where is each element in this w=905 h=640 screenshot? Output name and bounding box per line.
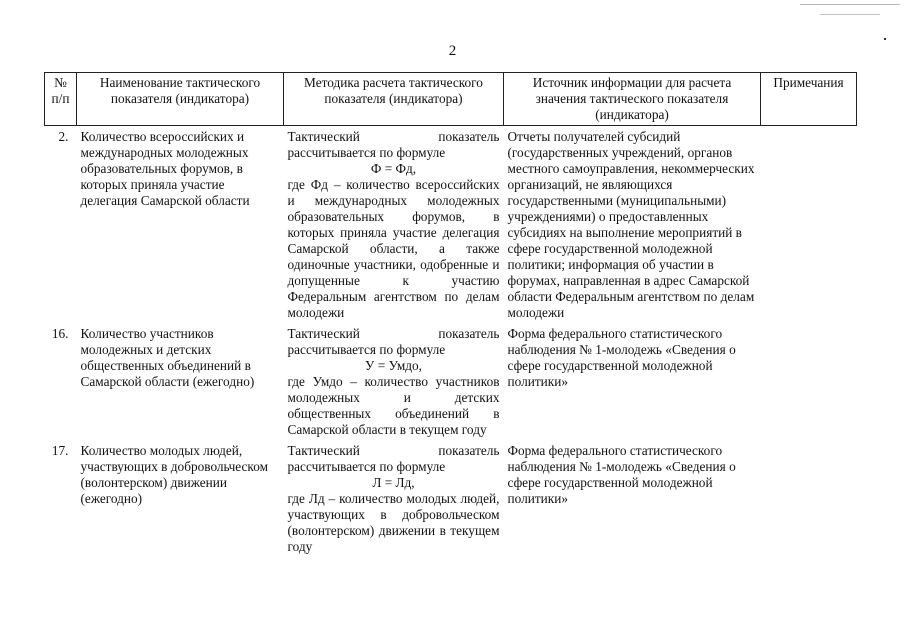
- row-source: Форма федерального статистического наблюдения № 1-молодежь «Сведения о сфере государственной молодежной политики»: [507, 443, 736, 506]
- header-method: Методика расчета тактического показателя (индикатора): [284, 73, 504, 126]
- row-method: [284, 323, 504, 440]
- table-row: [45, 126, 857, 324]
- method-detail: где Лд – количество молодых людей, участвующих в добровольческом (волонтерском) движении в текущем году: [287, 491, 500, 554]
- row-name: Количество молодых людей, участвующих в добровольческом (волонтерском) движении (ежегодно): [80, 443, 269, 506]
- scan-artifact: [800, 4, 900, 5]
- method-intro: Тактический показатель рассчитывается по формуле: [287, 129, 500, 160]
- scan-artifact: [884, 38, 886, 40]
- row-notes: [761, 323, 857, 440]
- row-notes: [761, 126, 857, 324]
- method-detail: где Фд – количество всероссийских и международных молодежных образовательных форумов, в которых приняла участие делегация Самарской области, а также одиночные участники, одобренные и допущенные к участию Федеральным агентством по делам молодежи: [287, 177, 500, 320]
- header-notes: Примечания: [761, 73, 857, 126]
- row-method: [284, 126, 504, 324]
- method-intro: Тактический показатель рассчитывается по формуле: [287, 443, 500, 474]
- method-formula: Ф = Фд,: [370, 161, 417, 176]
- method-intro: Тактический показатель рассчитывается по формуле: [287, 326, 500, 357]
- row-source: Отчеты получателей субсидий (государственных учреждений, органов местного самоуправления, некоммерческих организаций, не являющихся государственными (муниципальными) учреждениями) о предоставленных субсидиях на выполнение мероприятий в сфере государственной молодежной политики; информация об участии в форумах, направленная в адрес Самарской области Федеральным агентством по делам молодежи: [507, 129, 755, 320]
- table-header-row: [45, 73, 857, 126]
- header-name: Наименование тактического показателя (индикатора): [77, 73, 284, 126]
- header-source: Источник информации для расчета значения тактического показателя (индикатора): [504, 73, 761, 126]
- row-method: [284, 440, 504, 557]
- page-number: 2: [448, 43, 457, 59]
- scan-artifact: [820, 14, 880, 15]
- row-num: 16.: [51, 326, 69, 341]
- method-formula: У = Умдо,: [365, 358, 422, 373]
- header-num: № п/п: [45, 73, 77, 126]
- method-detail: где Умдо – количество участников молодежных и детских общественных объединений в Самарской области в текущем году: [287, 374, 500, 437]
- row-source: Форма федерального статистического наблюдения № 1-молодежь «Сведения о сфере государственной молодежной политики»: [507, 326, 736, 389]
- row-name: Количество всероссийских и международных молодежных образовательных форумов, в которых приняла участие делегация Самарской области: [80, 129, 250, 208]
- indicators-table: [44, 72, 857, 557]
- row-num: 17.: [51, 443, 69, 458]
- table-row: [45, 440, 857, 557]
- row-name: Количество участников молодежных и детских общественных объединений в Самарской области (ежегодно): [80, 326, 255, 389]
- row-notes: [761, 440, 857, 557]
- method-formula: Л = Лд,: [372, 475, 415, 490]
- row-num: 2.: [58, 129, 69, 144]
- table-row: [45, 323, 857, 440]
